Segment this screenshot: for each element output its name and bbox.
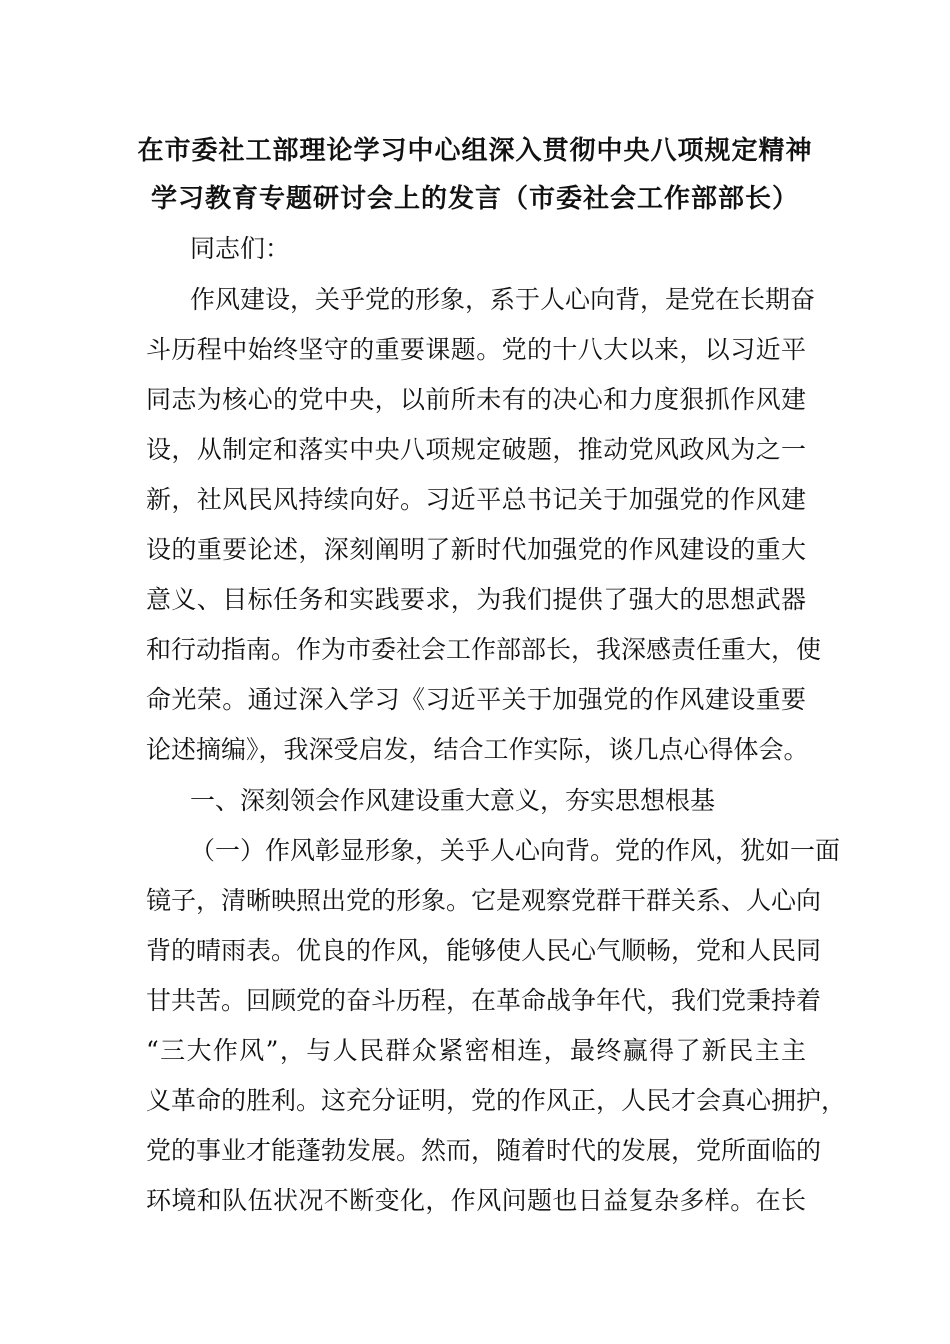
document-title-line-1: 在市委社工部理论学习中心组深入贯彻中央八项规定精神 (137, 136, 813, 166)
paragraph-line: 论述摘编》，我深受启发，结合工作实际，谈几点心得体会。 (146, 735, 809, 764)
paragraph-line: 甘共苦。回顾党的奋斗历程，在革命战争年代，我们党秉持着 (146, 986, 822, 1015)
paragraph-line: 作风建设，关乎党的形象，系于人心向背，是党在长期奋 (190, 285, 816, 314)
paragraph-line: 同志为核心的党中央，以前所未有的决心和力度狠抓作风建 (146, 385, 806, 414)
document-title-line-2: 学习教育专题研讨会上的发言（市委社会工作部部长） (150, 184, 799, 214)
paragraph-line: “三大作风”，与人民群众紧密相连，最终赢得了新民主主 (146, 1036, 806, 1065)
paragraph-line: 和行动指南。作为市委社会工作部部长，我深感责任重大，使 (146, 635, 822, 664)
paragraph-line: 党的事业才能蓬勃发展。然而，随着时代的发展，党所面临的 (146, 1136, 822, 1165)
paragraph-line: 义革命的胜利。这充分证明，党的作风正，人民才会真心拥护， (146, 1086, 847, 1115)
paragraph-line: 环境和队伍状况不断变化，作风问题也日益复杂多样。在长 (146, 1186, 806, 1215)
section-heading: 一、深刻领会作风建设重大意义，夯实思想根基 (190, 786, 716, 815)
paragraph-line: 镜子，清晰映照出党的形象。它是观察党群干群关系、人心向 (146, 886, 822, 915)
paragraph-line: 新，社风民风持续向好。习近平总书记关于加强党的作风建 (146, 485, 806, 514)
paragraph-line: （一）作风彰显形象，关乎人心向背。党的作风，犹如一面 (190, 836, 841, 865)
paragraph-line: 背的晴雨表。优良的作风，能够使人民心气顺畅，党和人民同 (146, 936, 822, 965)
paragraph-line: 命光荣。通过深入学习《习近平关于加强党的作风建设重要 (146, 685, 806, 714)
paragraph-line: 设，从制定和落实中央八项规定破题，推动党风政风为之一 (146, 435, 806, 464)
salutation: 同志们： (190, 234, 291, 263)
paragraph-line: 设的重要论述，深刻阐明了新时代加强党的作风建设的重大 (146, 535, 806, 564)
paragraph-line: 斗历程中始终坚守的重要课题。党的十八大以来，以习近平 (146, 335, 806, 364)
paragraph-line: 意义、目标任务和实践要求，为我们提供了强大的思想武器 (146, 585, 806, 614)
